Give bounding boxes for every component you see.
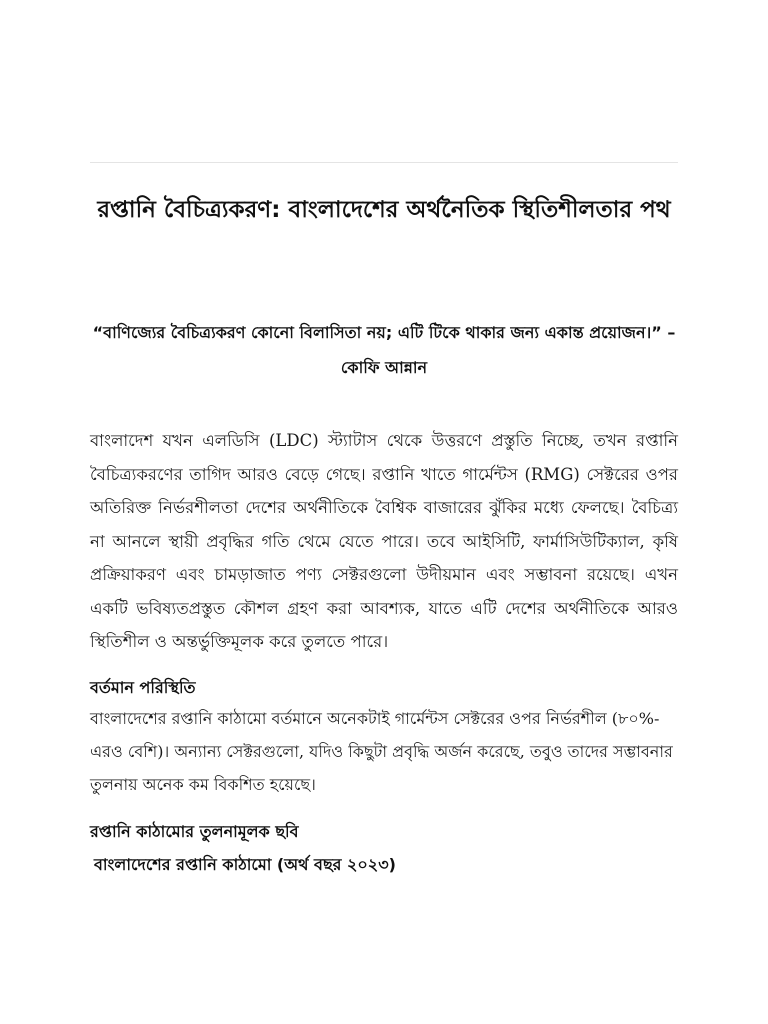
epigraph-quote: “বাণিজ্যের বৈচিত্র্যকরণ কোনো বিলাসিতা নয়; এটি টিকে থাকার জন্য একান্ত প্রয়োজন।” – কোফি আন্নান bbox=[92, 323, 676, 377]
intro-paragraph: বাংলাদেশ যখন এলডিসি (LDC) স্ট্যাটাস থেকে উত্তরণে প্রস্তুতি নিচ্ছে, তখন রপ্তানি বৈচিত্র্যকরণের তাগিদ আরও বেড়ে গেছে। রপ্তানি খাতে গার্মেন্টস (RMG) সেক্টরের ওপর অতিরিক্ত নির্ভরশীলতা দেশের অর্থনীতিকে বৈশ্বিক বাজারের ঝুঁকির মধ্যে ফেলছে। বৈচিত্র্য না আনলে স্থায়ী প্রবৃদ্ধির গতি থেমে যেতে পারে। তবে আইসিটি, ফার্মাসিউটিক্যাল, কৃষি প্রক্রিয়াকরণ এবং চামড়াজাত পণ্য সেক্টরগুলো উদীয়মান এবং সম্ভাবনা রয়েছে। এখন একটি ভবিষ্যতপ্রস্তুত কৌশল গ্রহণ করা আবশ্যক, যাতে এটি দেশের অর্থনীতিকে আরও স্থিতিশীল ও অন্তর্ভুক্তিমূলক করে তুলতে পারে। bbox=[90, 431, 678, 651]
current-situation-paragraph: বাংলাদেশের রপ্তানি কাঠামো বর্তমানে অনেকটাই গার্মেন্টস সেক্টরের ওপর নির্ভরশীল (৮০%-এরও বেশি)। অন্যান্য সেক্টরগুলো, যদিও কিছুটা প্রবৃদ্ধি অর্জন করেছে, তবুও তাদের সম্ভাবনার তুলনায় অনেক কম বিকশিত হয়েছে। bbox=[90, 709, 673, 794]
article-title: রপ্তানি বৈচিত্র্যকরণ: বাংলাদেশের অর্থনৈতিক স্থিতিশীলতার পথ bbox=[97, 197, 671, 223]
comparison-heading: রপ্তানি কাঠামোর তুলনামূলক ছবি bbox=[90, 822, 299, 841]
article-page bbox=[90, 0, 678, 1024]
top-divider bbox=[90, 162, 678, 163]
chart-caption: বাংলাদেশের রপ্তানি কাঠামো (অর্থ বছর ২০২৩) bbox=[94, 855, 396, 874]
current-situation-heading: বর্তমান পরিস্থিতি bbox=[90, 678, 196, 697]
